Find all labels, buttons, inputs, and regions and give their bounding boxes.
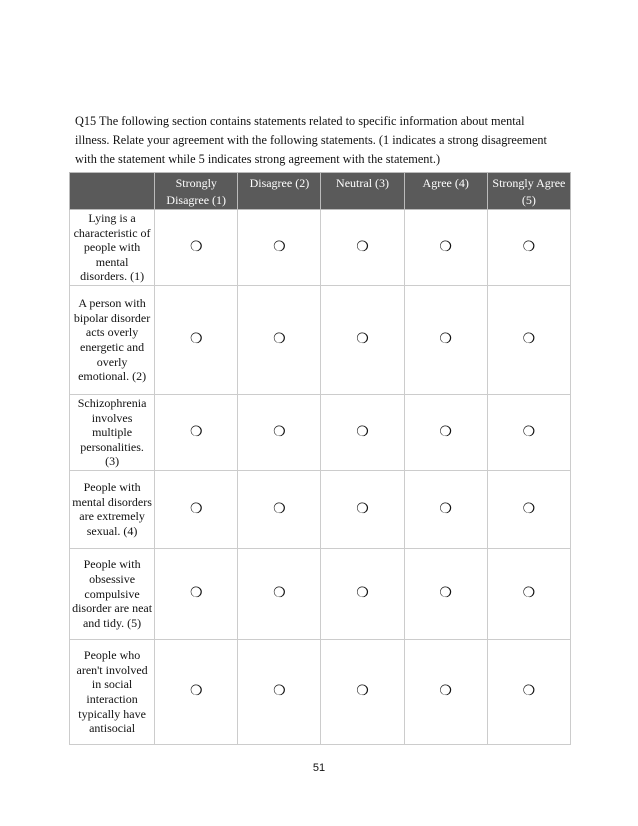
radio-button[interactable]: ❍ — [522, 424, 536, 440]
radio-button[interactable]: ❍ — [273, 586, 286, 602]
statement-label: Schizophrenia involves multiple personalities. (3) — [70, 394, 155, 470]
statement-label: People who aren't involved in social interaction typically have antisocial — [70, 639, 155, 744]
page-number: 51 — [312, 762, 326, 774]
radio-button[interactable]: ❍ — [273, 684, 286, 700]
header-strongly-disagree: Strongly Disagree (1) — [155, 173, 238, 210]
header-empty — [70, 173, 155, 210]
statement-label: A person with bipolar disorder acts overly energetic and overly emotional. (2) — [70, 285, 155, 394]
statement-label: People with obsessive compulsive disorder are neat and tidy. (5) — [70, 548, 155, 639]
table-row — [70, 548, 571, 639]
radio-button[interactable]: ❍ — [522, 684, 536, 700]
radio-button[interactable]: ❍ — [273, 424, 286, 440]
radio-button[interactable]: ❍ — [439, 501, 452, 517]
likert-table — [69, 172, 571, 745]
radio-button[interactable]: ❍ — [439, 424, 452, 440]
radio-button[interactable]: ❍ — [356, 501, 369, 517]
radio-button[interactable]: ❍ — [439, 332, 452, 348]
radio-button[interactable]: ❍ — [522, 586, 536, 602]
header-agree: Agree (4) — [404, 173, 487, 210]
radio-button[interactable]: ❍ — [356, 586, 369, 602]
radio-button[interactable]: ❍ — [356, 684, 369, 700]
radio-button[interactable]: ❍ — [356, 332, 369, 348]
statement-label: Lying is a characteristic of people with mental disorders. (1) — [70, 210, 155, 286]
radio-button[interactable]: ❍ — [189, 586, 203, 602]
radio-button[interactable]: ❍ — [439, 684, 452, 700]
header-row — [70, 173, 571, 210]
radio-button[interactable]: ❍ — [189, 501, 203, 517]
radio-button[interactable]: ❍ — [189, 684, 203, 700]
header-strongly-agree: Strongly Agree (5) — [487, 173, 570, 210]
header-disagree: Disagree (2) — [238, 173, 321, 210]
radio-button[interactable]: ❍ — [522, 239, 536, 255]
table-row — [70, 470, 571, 548]
radio-button[interactable]: ❍ — [522, 332, 536, 348]
radio-button[interactable]: ❍ — [356, 239, 369, 255]
radio-button[interactable]: ❍ — [439, 586, 452, 602]
radio-button[interactable]: ❍ — [189, 332, 203, 348]
table-row — [70, 285, 571, 394]
question-text: Q15 The following section contains statements related to specific information about mental illness. Relate your agreement with the following statements. (1 indicates a strong disagreement with the statement while 5 indicates strong agreement with the statement.) — [75, 114, 547, 166]
header-neutral: Neutral (3) — [321, 173, 404, 210]
table-row — [70, 394, 571, 470]
radio-button[interactable]: ❍ — [189, 239, 203, 255]
radio-button[interactable]: ❍ — [439, 239, 452, 255]
table-row — [70, 210, 571, 286]
radio-button[interactable]: ❍ — [522, 501, 536, 517]
radio-button[interactable]: ❍ — [273, 332, 286, 348]
table-row — [70, 639, 571, 744]
statement-label: People with mental disorders are extremely sexual. (4) — [70, 470, 155, 548]
radio-button[interactable]: ❍ — [273, 501, 286, 517]
radio-button[interactable]: ❍ — [189, 424, 203, 440]
radio-button[interactable]: ❍ — [356, 424, 369, 440]
radio-button[interactable]: ❍ — [273, 239, 286, 255]
